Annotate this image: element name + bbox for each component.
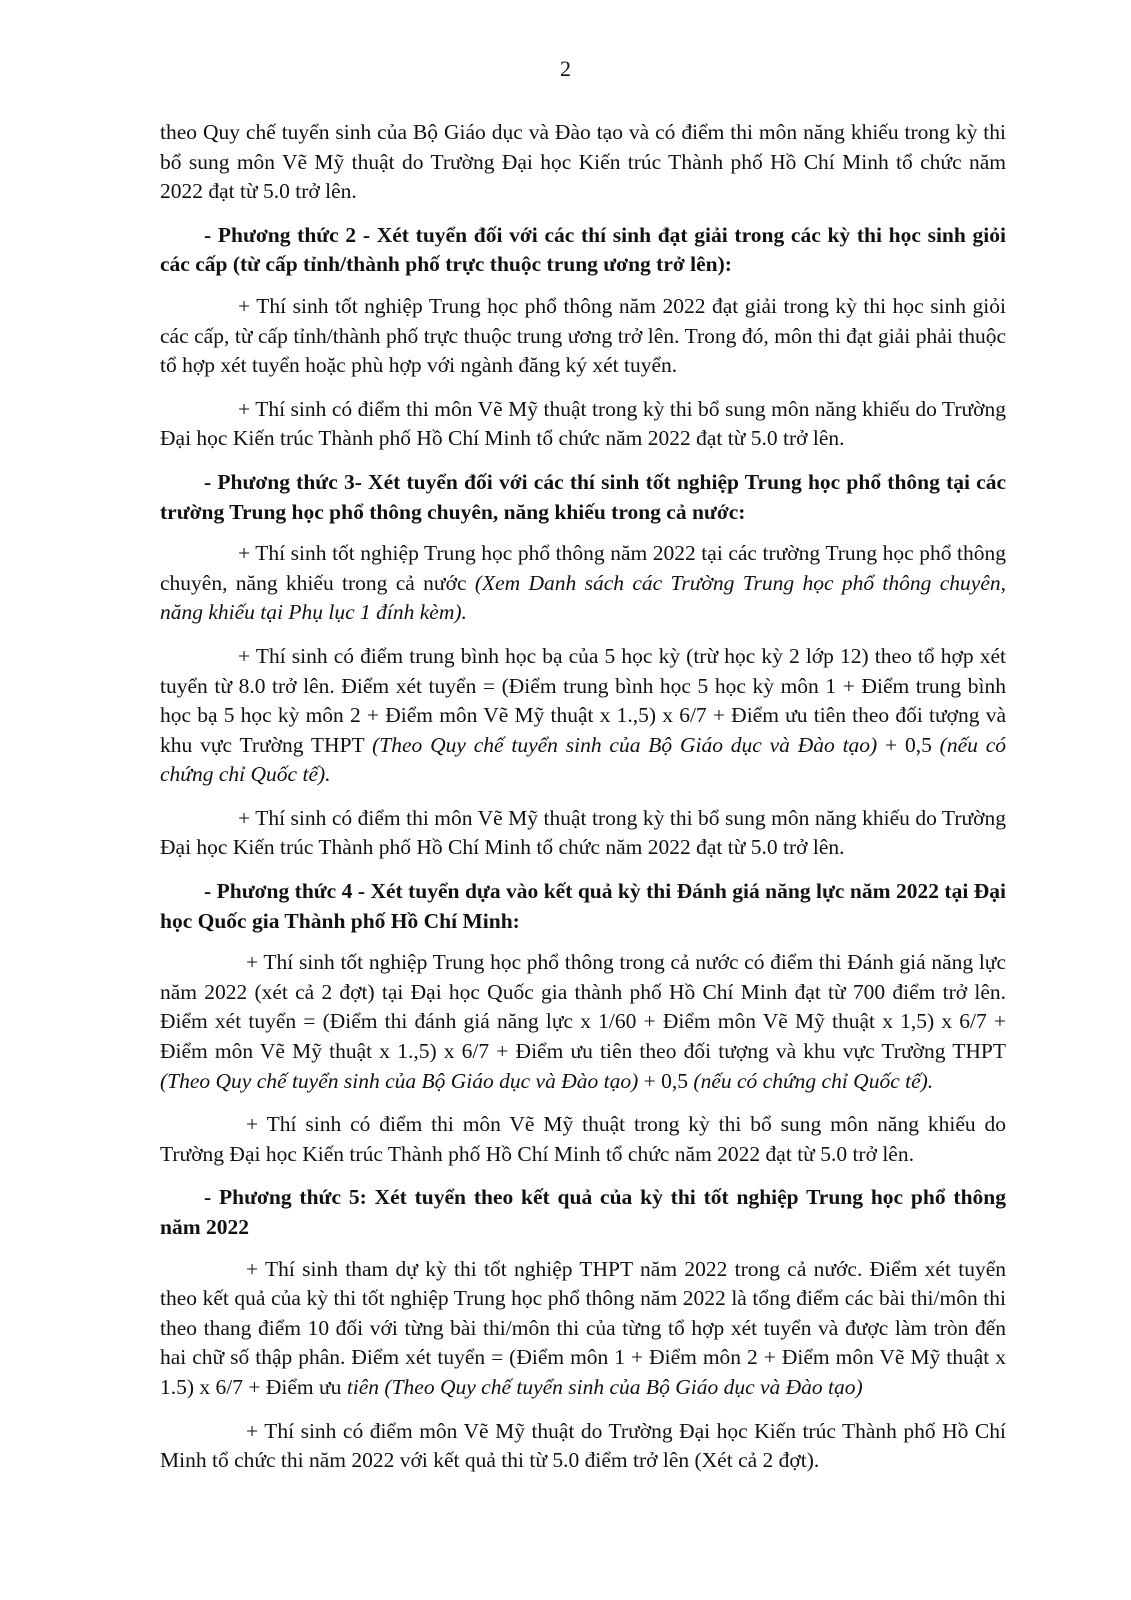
method-5-item-1: [160, 1255, 1006, 1403]
document-body: [160, 118, 1006, 1490]
method-2-item-2: + Thí sinh có điểm thi môn Vẽ Mỹ thuật trong kỳ thi bổ sung môn năng khiếu do Trường Đại học Kiến trúc Thành phố Hồ Chí Minh tổ chức năm 2022 đạt từ 5.0 trở lên.: [160, 396, 1006, 451]
method-4-item-1-bonus-note: (nếu có chứng chỉ Quốc tế).: [693, 1068, 934, 1093]
method-3-item-2-note: (Theo Quy chế tuyển sinh của Bộ Giáo dục và Đào tạo): [372, 732, 878, 757]
page-number: 2: [560, 56, 571, 81]
method-5-heading: - Phương thức 5: Xét tuyển theo kết quả của kỳ thi tốt nghiệp Trung học phổ thông năm 2022: [160, 1185, 1006, 1239]
method-3-item-1: [160, 539, 1006, 628]
method-4-item-1: [160, 948, 1006, 1096]
method-4-item-1-bonus: + 0,5: [638, 1068, 694, 1093]
method-4-heading: - Phương thức 4 - Xét tuyển dựa vào kết quả kỳ thi Đánh giá năng lực năm 2022 tại Đại học Quốc gia Thành phố Hồ Chí Minh:: [160, 879, 1006, 933]
method-2-item-1: + Thí sinh tốt nghiệp Trung học phổ thông năm 2022 đạt giải trong kỳ thi học sinh giỏi các cấp, từ cấp tỉnh/thành phố trực thuộc trung ương trở lên. Trong đó, môn thi đạt giải phải thuộc tổ hợp xét tuyển hoặc phù hợp với ngành đăng ký xét tuyển.: [160, 293, 1006, 378]
method-4-item-1-text: + Thí sinh tốt nghiệp Trung học phổ thông trong cả nước có điểm thi Đánh giá năng lực năm 2022 (xét cả 2 đợt) tại Đại học Quốc gia thành phố Hồ Chí Minh đạt từ 700 điểm trở lên. Điểm xét tuyển = (Điểm thi đánh giá năng lực x 1/60 + Điểm môn Vẽ Mỹ thuật x 1,5) x 6/7 + Điểm môn Vẽ Mỹ thuật x 1.,5) x 6/7 + Điểm ưu tiên theo đối tượng và khu vực Trường THPT: [160, 950, 1006, 1064]
method-3-item-1-note: (Xem Danh sách các Trường Trung học phổ thông chuyên, năng khiếu tại Phụ lục 1 đính kèm).: [160, 570, 1006, 625]
method-4-item-1-note: (Theo Quy chế tuyển sinh của Bộ Giáo dục và Đào tạo): [160, 1068, 639, 1093]
method-3-item-2-bonus: + 0,5: [877, 732, 940, 757]
method-3-heading: - Phương thức 3- Xét tuyển đối với các thí sinh tốt nghiệp Trung học phổ thông tại các trường Trung học phổ thông chuyên, năng khiếu trong cả nước:: [160, 469, 1006, 524]
method-2-heading: - Phương thức 2 - Xét tuyển đối với các thí sinh đạt giải trong các kỳ thi học sinh giỏi các cấp (từ cấp tỉnh/thành phố trực thuộc trung ương trở lên):: [160, 222, 1006, 277]
method-3-item-2-text: + Thí sinh có điểm trung bình học bạ của 5 học kỳ (trừ học kỳ 2 lớp 12) theo tổ hợp xét tuyển từ 8.0 trở lên. Điểm xét tuyển = (Điểm trung bình học 5 học kỳ môn 1 + Điểm trung bình học bạ 5 học kỳ môn 2 + Điểm môn Vẽ Mỹ thuật x 1.,5) x 6/7 + Điểm ưu tiên theo đối tượng và khu vực Trường THPT: [160, 643, 1006, 757]
method-3-item-3: + Thí sinh có điểm thi môn Vẽ Mỹ thuật trong kỳ thi bổ sung môn năng khiếu do Trường Đại học Kiến trúc Thành phố Hồ Chí Minh tổ chức năm 2022 đạt từ 5.0 trở lên.: [160, 805, 1006, 860]
method-3-item-2: [160, 642, 1006, 790]
method-4-item-2: + Thí sinh có điểm thi môn Vẽ Mỹ thuật trong kỳ thi bổ sung môn năng khiếu do Trường Đại học Kiến trúc Thành phố Hồ Chí Minh tổ chức năm 2022 đạt từ 5.0 trở lên.: [160, 1112, 1006, 1166]
method-5-item-1-note: tiên (Theo Quy chế tuyển sinh của Bộ Giáo dục và Đào tạo): [346, 1374, 863, 1399]
method-3-item-2-bonus-note: (nếu có chứng chỉ Quốc tế).: [160, 732, 1006, 787]
intro-paragraph: theo Quy chế tuyển sinh của Bộ Giáo dục và Đào tạo và có điểm thi môn năng khiếu trong kỳ thi bổ sung môn Vẽ Mỹ thuật do Trường Đại học Kiến trúc Thành phố Hồ Chí Minh tổ chức năm 2022 đạt từ 5.0 trở lên.: [160, 120, 1006, 204]
method-5-item-2: + Thí sinh có điểm môn Vẽ Mỹ thuật do Trường Đại học Kiến trúc Thành phố Hồ Chí Minh tổ chức thi năm 2022 với kết quả thi từ 5.0 điểm trở lên (Xét cả 2 đợt).: [160, 1418, 1006, 1473]
method-5-item-1-text: + Thí sinh tham dự kỳ thi tốt nghiệp THPT năm 2022 trong cả nước. Điểm xét tuyển theo kết quả của kỳ thi tốt nghiệp Trung học phổ thông năm 2022 là tổng điểm các bài thi/môn thi theo thang điểm 10 đối với từng bài thi/môn thi của từng tổ hợp xét tuyển và được làm tròn đến hai chữ số thập phân. Điểm xét tuyển = (Điểm môn 1 + Điểm môn 2 + Điểm môn Vẽ Mỹ thuật x 1.5) x 6/7 + Điểm ưu: [160, 1256, 1006, 1399]
method-3-item-1-text: + Thí sinh tốt nghiệp Trung học phổ thông năm 2022 tại các trường Trung học phổ thông chuyên, năng khiếu trong cả nước: [160, 541, 1006, 595]
